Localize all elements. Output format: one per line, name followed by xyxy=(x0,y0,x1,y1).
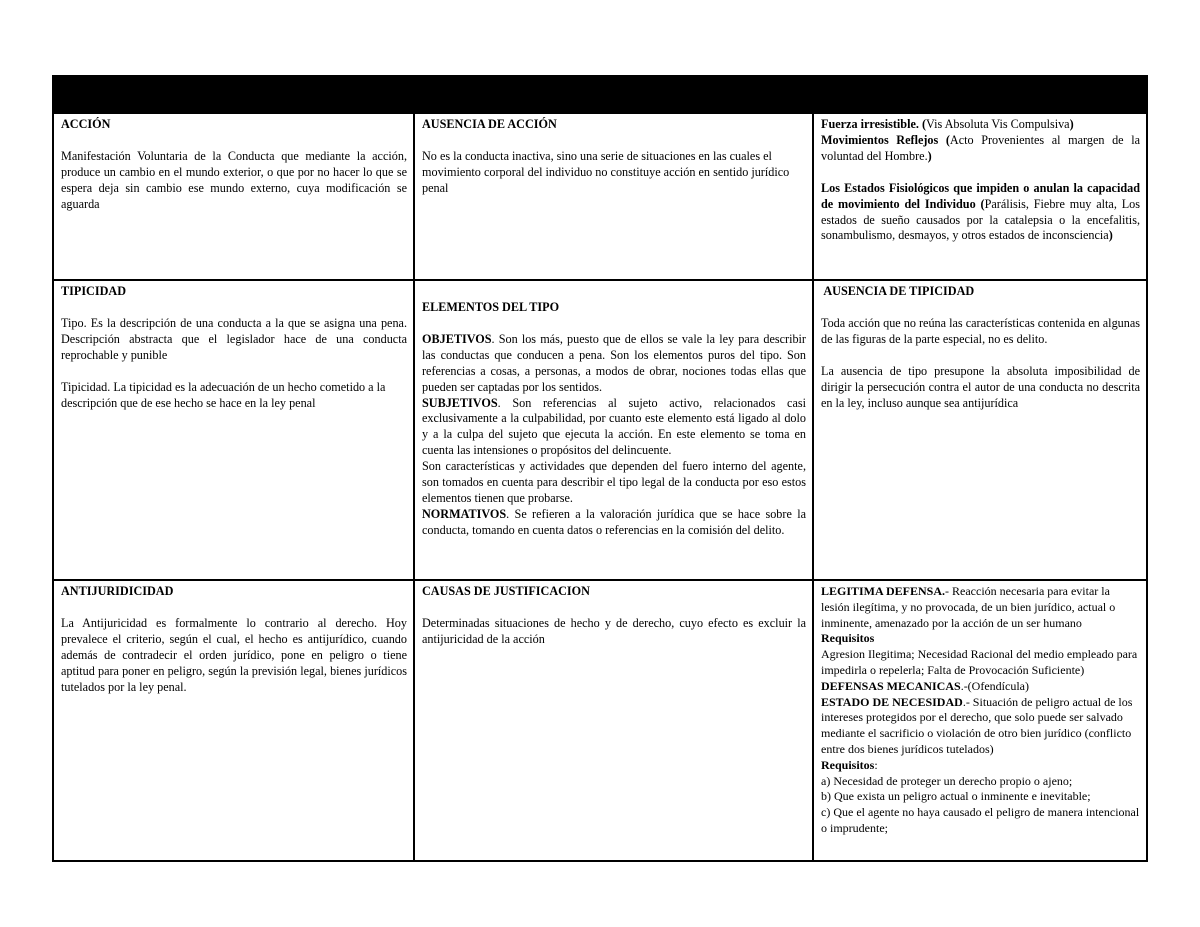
cell-title: ELEMENTOS DEL TIPO xyxy=(422,300,560,314)
cell-legitima-defensa xyxy=(814,581,1146,862)
cell-elementos-tipo xyxy=(415,281,812,579)
defensas-mecanicas: DEFENSAS MECANICAS.-(Ofendícula) xyxy=(821,678,1029,693)
list-item: a) Necesidad de proteger un derecho propio o ajeno; xyxy=(821,773,1073,788)
cell-text: No es la conducta inactiva, sino una serie de situaciones en las cuales el movimiento corporal del individuo no constituye acción en sentido jurídico penal xyxy=(422,148,790,195)
subjetivos: SUBJETIVOS. Son referencias al sujeto activo, relacionados casi exclusivamente a la culpabilidad, por cuanto este elemento está ligado al dolo y a la culpa del sujeto que ejecuta la acción. En este elemento se toma en cuenta las intensiones o propósitos del delincuente. xyxy=(422,395,806,458)
movimientos-reflejos: Movimientos Reflejos (Acto Provenientes al margen de la voluntad del Hombre.) xyxy=(821,132,1140,163)
requisitos-label: Requisitos: xyxy=(821,757,878,772)
caracteristicas: Son características y actividades que dependen del fuero interno del agente, son tomados en cuenta para describir el tipo legal de la conducta por eso estos elementos tienen que probarse. xyxy=(422,459,806,505)
legitima-defensa: LEGITIMA DEFENSA.- Reacción necesaria para evitar la lesión ilegítima, y no provocada, de un bien jurídico, actual o inminente, amenazado por la acción de un ser humano xyxy=(821,584,1116,630)
cell-tipicidad xyxy=(54,281,413,579)
estado-necesidad: ESTADO DE NECESIDAD.- Situación de peligro actual de los intereses protegidos por el derecho, que solo puede ser salvado mediante el sacrificio o violación de otro bien jurídico (conflicto entre dos bienes jurídicos tutelados) xyxy=(821,694,1133,756)
cell-title: CAUSAS DE JUSTIFICACION xyxy=(422,584,590,598)
cell-text: Manifestación Voluntaria de la Conducta que mediante la acción, produce un cambio en el mundo exterior, o que por no hacer lo que se espera deja sin cambio ese mundo externo, cuya modificación se aguarda xyxy=(61,148,407,211)
cell-text: Toda acción que no reúna las características contenida en algunas de las figuras de la parte especial, no es delito. xyxy=(821,315,1140,346)
cell-title: ANTIJURIDICIDAD xyxy=(61,584,174,598)
cell-text-tipo: Tipo. Es la descripción de una conducta a la que se asigna una pena. Descripción abstracta que el legislador hace de una conducta reprochable y punible xyxy=(61,315,407,362)
cell-causas-justificacion xyxy=(415,581,812,862)
cell-title: TIPICIDAD xyxy=(61,284,127,298)
cell-antijuridicidad xyxy=(54,581,413,862)
cell-title: ACCIÓN xyxy=(61,117,111,131)
list-item: c) Que el agente no haya causado el peligro de manera intencional o imprudente; xyxy=(821,805,1140,835)
concept-table xyxy=(52,75,1148,862)
table-header-band xyxy=(54,77,1146,114)
requisitos-label: Requisitos xyxy=(821,631,875,646)
cell-ausencia-accion xyxy=(415,114,812,279)
fuerza-irresistible: Fuerza irresistible. (Vis Absoluta Vis Compulsiva) xyxy=(821,117,1074,131)
estados-fisiologicos: Los Estados Fisiológicos que impiden o anulan la capacidad de movimiento del Individuo (Parálisis, Fiebre muy alta, Los estados de sueño causados por la catalepsia o la encefalitis, sonambulismo, desmayos, y otros estados de inconsciencia) xyxy=(821,180,1140,243)
normativos: NORMATIVOS. Se refieren a la valoración jurídica que se hace sobre la conducta, tomando en cuenta datos o referencias en la comisión del delito. xyxy=(422,506,806,537)
table-grid xyxy=(54,114,1146,860)
cell-title: AUSENCIA DE TIPICIDAD xyxy=(821,284,975,298)
cell-causas-ausencia-accion xyxy=(814,114,1146,279)
cell-text: La Antijuricidad es formalmente lo contrario al derecho. Hoy prevalece el criterio, según el cual, el hecho es antijurídico, cuando además de contradecir el orden jurídico, pone en peligro o tiene aptitud para poner en peligro, según la previsión legal, bienes jurídicos tutelados por la ley penal. xyxy=(61,615,407,694)
cell-ausencia-tipicidad xyxy=(814,281,1146,579)
objetivos: OBJETIVOS. Son los más, puesto que de ellos se vale la ley para describir las conductas que conducen a pena. Son los elementos puros del tipo. Son referencias a cosas, a personas, a modos de obrar, nociones todas ellas que pueden ser captadas por los sentidos. xyxy=(422,331,806,394)
cell-text-tipicidad: Tipicidad. La tipicidad es la adecuación de un hecho cometido a la descripción que de ese hecho se hace en la ley penal xyxy=(61,379,386,410)
cell-title: AUSENCIA DE ACCIÓN xyxy=(422,117,557,131)
requisitos-text: Agresion Ilegitima; Necesidad Racional del medio empleado para impedirla o repelerla; Falta de Provocación Suficiente) xyxy=(821,647,1138,677)
cell-accion xyxy=(54,114,413,279)
cell-text: La ausencia de tipo presupone la absoluta imposibilidad de dirigir la persecución contra el autor de una conducta no descrita en la ley, incluso aunque sea antijurídica xyxy=(821,363,1140,410)
list-item: b) Que exista un peligro actual o inminente e inevitable; xyxy=(821,789,1091,804)
cell-text: Determinadas situaciones de hecho y de derecho, cuyo efecto es excluir la antijuricidad de la acción xyxy=(422,615,806,646)
